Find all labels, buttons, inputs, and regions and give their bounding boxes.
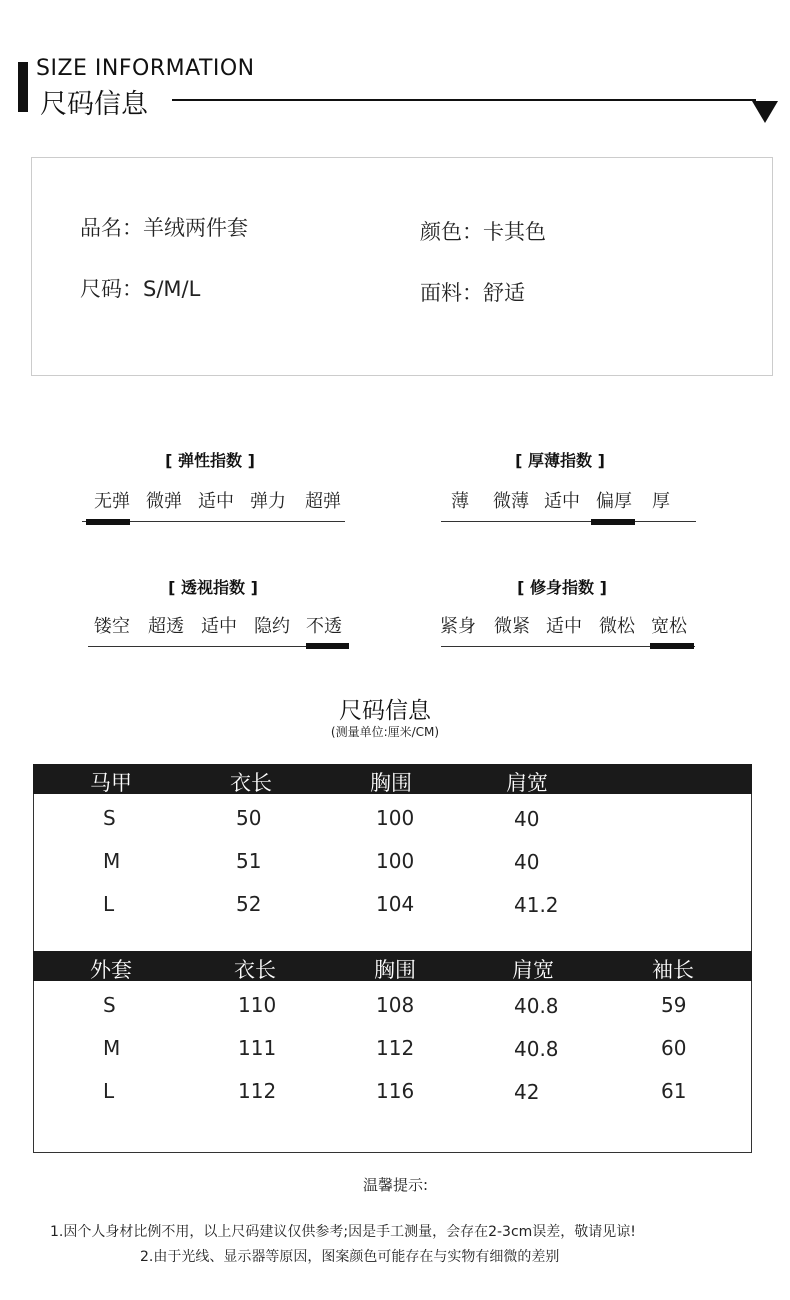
thickness-index-title: [ 厚薄指数 ]	[515, 451, 605, 470]
coat-header-4: 袖长	[652, 958, 694, 982]
coat-cell-0-2: 108	[376, 993, 415, 1017]
sheer-label-4: 不透	[306, 616, 342, 637]
coat-cell-2-3: 42	[514, 1080, 540, 1104]
product-name: 品名：羊绒两件套	[80, 216, 248, 240]
vest-cell-2-2: 104	[376, 892, 415, 916]
sheer-label-2: 适中	[201, 616, 237, 637]
elastic-label-2: 适中	[198, 491, 234, 512]
coat-cell-2-1: 112	[238, 1079, 277, 1103]
vest-header-2: 胸围	[370, 771, 412, 795]
sheer-label-3: 隐约	[254, 616, 290, 637]
thickness-label-4: 厚	[652, 491, 670, 512]
elastic-selected-marker	[86, 519, 130, 525]
coat-cell-1-4: 60	[661, 1036, 687, 1060]
elastic-index-title: [ 弹性指数 ]	[165, 451, 255, 470]
thickness-selected-marker	[591, 519, 635, 525]
fit-label-3: 微松	[599, 616, 635, 637]
size-section-title: 尺码信息	[339, 698, 431, 724]
coat-cell-2-4: 61	[661, 1079, 687, 1103]
coat-cell-0-4: 59	[661, 993, 687, 1017]
product-size: 尺码：S/M/L	[80, 277, 201, 301]
coat-header-0: 外套	[90, 958, 132, 982]
tip-item-1: 1.因个人身材比例不用，以上尺码建议仅供参考;因是手工测量，会存在2-3cm误差，敬请见谅!	[50, 1224, 636, 1240]
product-color: 颜色：卡其色	[420, 220, 546, 244]
coat-cell-1-3: 40.8	[514, 1037, 559, 1061]
header-divider	[172, 99, 756, 101]
tips-title: 温馨提示:	[363, 1176, 429, 1194]
vest-header-0: 马甲	[90, 771, 132, 795]
coat-cell-1-2: 112	[376, 1036, 415, 1060]
thickness-scale-line	[441, 521, 696, 522]
coat-cell-2-2: 116	[376, 1079, 415, 1103]
vest-cell-1-1: 51	[236, 849, 262, 873]
vest-cell-1-2: 100	[376, 849, 415, 873]
header-title-en: SIZE INFORMATION	[36, 56, 255, 81]
fit-label-4: 宽松	[651, 616, 687, 637]
coat-header-2: 胸围	[374, 958, 416, 982]
tip-item-2: 2.由于光线、显示器等原因，图案颜色可能存在与实物有细微的差别	[140, 1249, 560, 1265]
thickness-label-2: 适中	[544, 491, 580, 512]
vest-cell-1-3: 40	[514, 850, 540, 874]
fit-label-2: 适中	[546, 616, 582, 637]
elastic-label-0: 无弹	[94, 491, 130, 512]
vest-cell-2-3: 41.2	[514, 893, 559, 917]
elastic-label-4: 超弹	[305, 491, 341, 512]
coat-header-3: 肩宽	[512, 958, 554, 982]
coat-cell-0-1: 110	[238, 993, 277, 1017]
sheer-label-0: 镂空	[94, 616, 130, 637]
vest-cell-2-0: L	[103, 892, 115, 916]
thickness-label-1: 微薄	[493, 491, 529, 512]
vest-header-1: 衣长	[230, 771, 272, 795]
coat-cell-0-3: 40.8	[514, 994, 559, 1018]
fit-index-title: [ 修身指数 ]	[517, 578, 607, 597]
fit-label-1: 微紧	[494, 616, 530, 637]
vest-header-3: 肩宽	[506, 771, 548, 795]
elastic-label-3: 弹力	[250, 491, 286, 512]
vest-cell-0-3: 40	[514, 807, 540, 831]
coat-cell-0-0: S	[103, 993, 116, 1017]
coat-cell-1-1: 111	[238, 1036, 277, 1060]
vest-cell-2-1: 52	[236, 892, 262, 916]
triangle-down-icon	[752, 101, 778, 123]
vest-cell-0-0: S	[103, 806, 116, 830]
coat-header-1: 衣长	[234, 958, 276, 982]
fit-selected-marker	[650, 643, 694, 649]
header-title-cn: 尺码信息	[40, 89, 148, 120]
elastic-label-1: 微弹	[146, 491, 182, 512]
sheer-selected-marker	[306, 643, 349, 649]
coat-cell-1-0: M	[103, 1036, 121, 1060]
sheer-index-title: [ 透视指数 ]	[168, 578, 258, 597]
product-fabric: 面料：舒适	[420, 281, 525, 305]
sheer-label-1: 超透	[148, 616, 184, 637]
thickness-label-0: 薄	[451, 491, 469, 512]
header-accent-bar	[18, 62, 28, 112]
product-info-box	[31, 157, 773, 376]
vest-cell-0-1: 50	[236, 806, 262, 830]
size-section-unit: (测量单位:厘米/CM)	[330, 725, 440, 739]
vest-cell-1-0: M	[103, 849, 121, 873]
thickness-label-3: 偏厚	[596, 491, 632, 512]
vest-cell-0-2: 100	[376, 806, 415, 830]
fit-label-0: 紧身	[440, 616, 476, 637]
coat-cell-2-0: L	[103, 1079, 115, 1103]
